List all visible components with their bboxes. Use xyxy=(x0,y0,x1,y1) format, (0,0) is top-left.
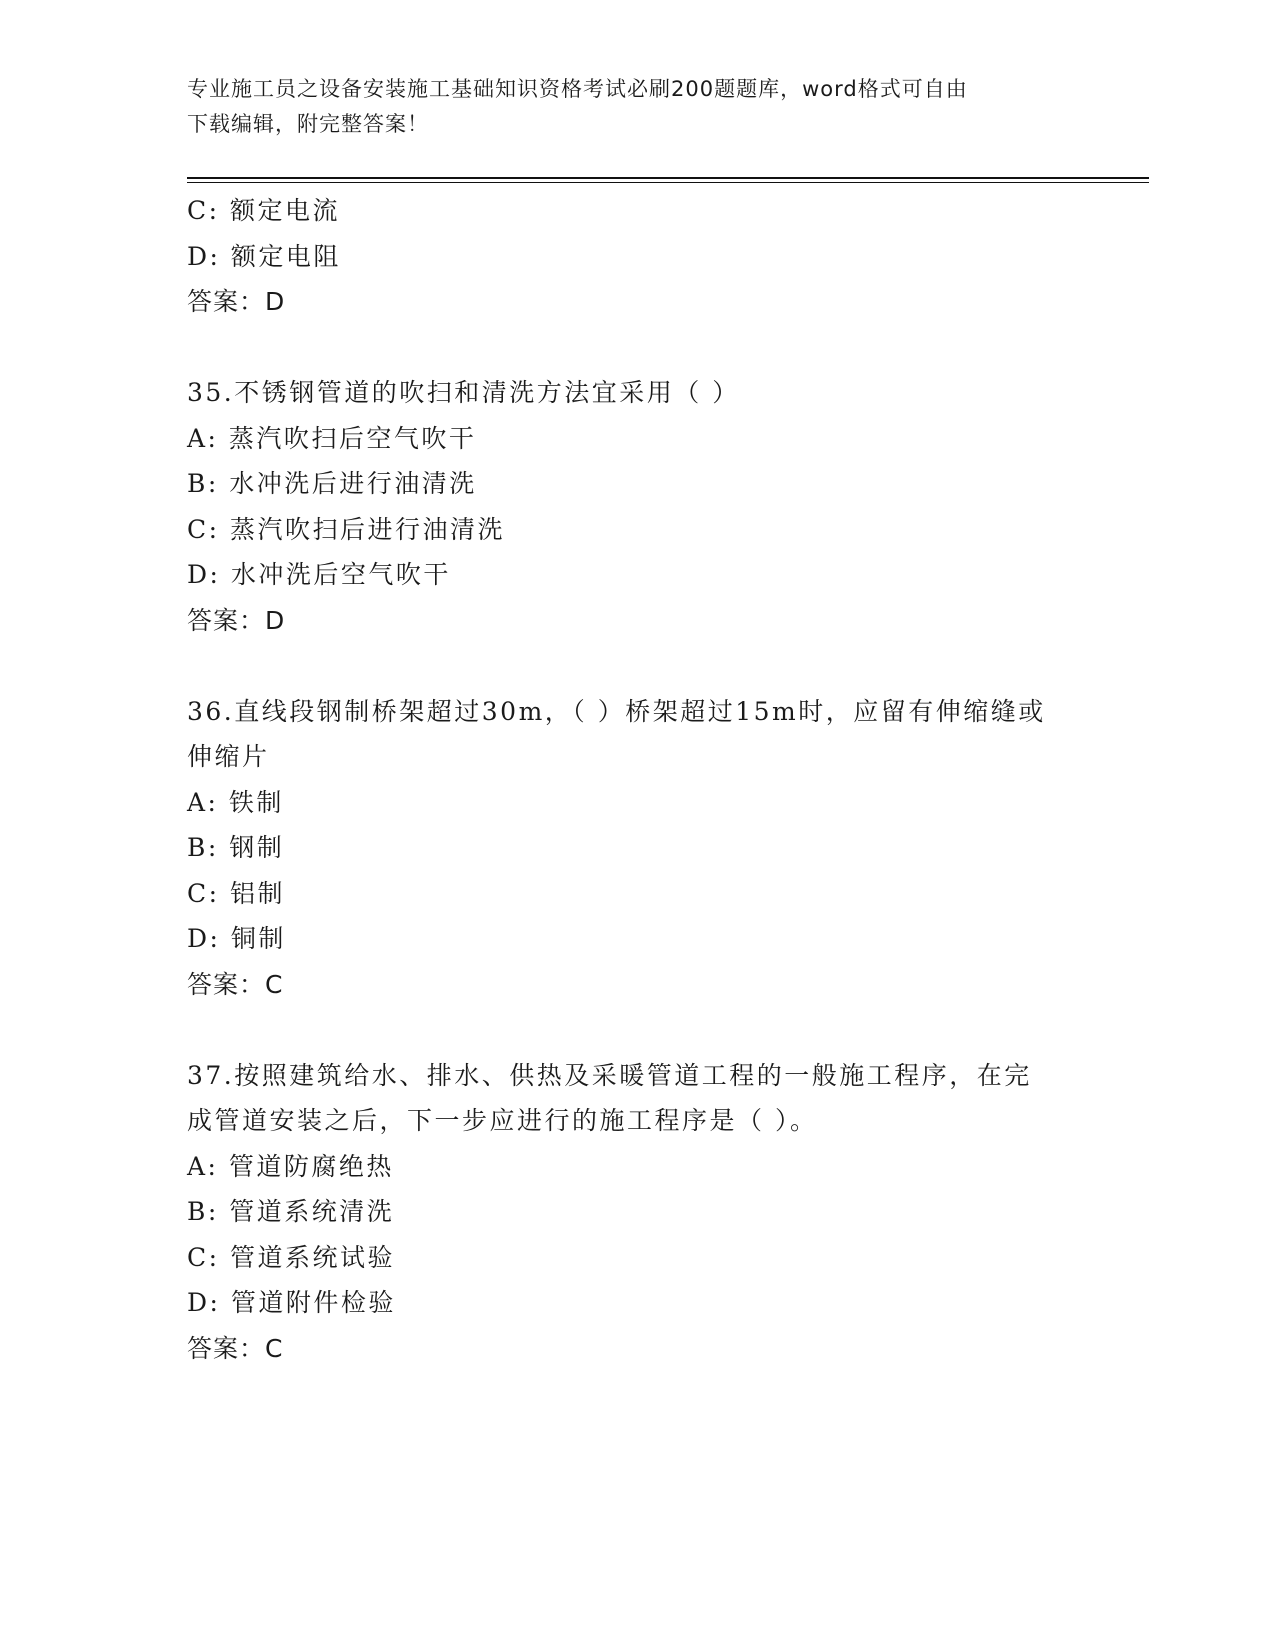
option-d: D: 水冲洗后空气吹干 xyxy=(187,560,451,589)
option-a: A: 铁制 xyxy=(187,787,284,817)
option-c: C: 额定电流 xyxy=(187,196,340,225)
question-text-continued: 成管道安装之后，下一步应进行的施工程序是（ ）。 xyxy=(187,1106,818,1135)
question-text: 35.不锈钢管道的吹扫和清洗方法宜采用（ ） xyxy=(187,378,740,407)
answer-line: 答案：C xyxy=(187,1333,284,1363)
question-35 xyxy=(187,370,1087,643)
question-34-continued xyxy=(187,188,1087,325)
header-line-1: 专业施工员之设备安装施工基础知识资格考试必刷200题题库，word格式可自由 xyxy=(187,77,968,101)
question-text: 36.直线段钢制桥架超过30m，（ ）桥架超过15m时，应留有伸缩缝或 xyxy=(187,696,1046,726)
option-d: D: 管道附件检验 xyxy=(187,1288,396,1317)
option-a: A: 管道防腐绝热 xyxy=(187,1151,394,1181)
option-d: D: 铜制 xyxy=(187,924,286,953)
option-a: A: 蒸汽吹扫后空气吹干 xyxy=(187,423,477,453)
question-36 xyxy=(187,689,1087,1008)
answer-line: 答案：D xyxy=(187,605,286,635)
question-text-continued: 伸缩片 xyxy=(187,742,270,771)
option-b: B: 水冲洗后进行油清洗 xyxy=(187,469,477,498)
spacer xyxy=(187,1007,1087,1053)
question-text: 37.按照建筑给水、排水、供热及采暖管道工程的一般施工程序，在完 xyxy=(187,1060,1032,1090)
answer-line: 答案：D xyxy=(187,287,286,316)
document-header xyxy=(187,72,1067,142)
option-c: C: 铝制 xyxy=(187,878,285,908)
header-line-2: 下载编辑，附完整答案！ xyxy=(187,112,429,136)
option-b: B: 管道系统清洗 xyxy=(187,1197,395,1226)
question-37 xyxy=(187,1053,1087,1372)
spacer xyxy=(187,325,1087,371)
option-b: B: 钢制 xyxy=(187,833,285,862)
document-body xyxy=(187,188,1087,1371)
option-c: C: 管道系统试验 xyxy=(187,1242,395,1272)
spacer xyxy=(187,643,1087,689)
answer-line: 答案：C xyxy=(187,969,284,999)
option-d: D: 额定电阻 xyxy=(187,241,341,271)
option-c: C: 蒸汽吹扫后进行油清洗 xyxy=(187,514,505,544)
header-rule-thin xyxy=(187,182,1149,183)
header-rule-thick xyxy=(187,177,1149,179)
